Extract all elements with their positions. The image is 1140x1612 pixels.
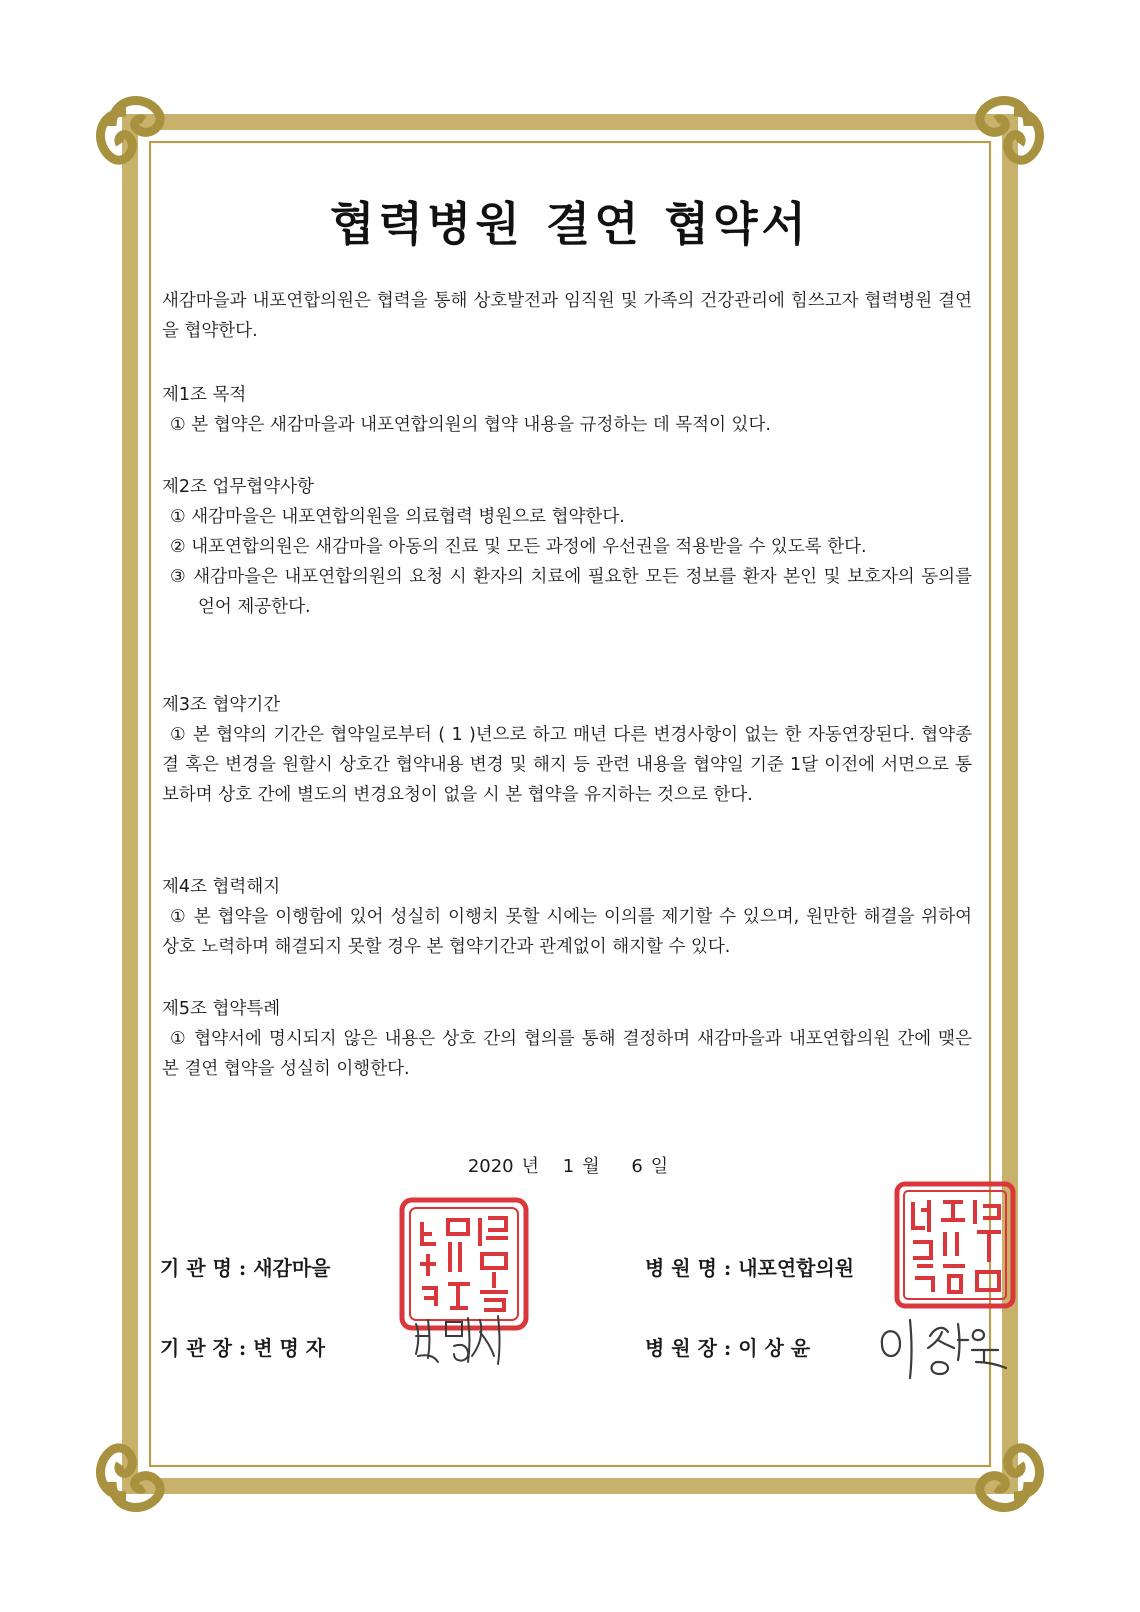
right-hospital-seal	[893, 1180, 1017, 1310]
article-3-heading: 제3조 협약기간	[162, 695, 281, 715]
article-1	[162, 380, 972, 440]
intro-text: 새감마을과 내포연합의원은 협력을 통해 상호발전과 임직원 및 가족의 건강관리에 힘쓰고자 협력병원 결연을 협약한다.	[162, 291, 972, 341]
article-3-item-1: ① 본 협약의 기간은 협약일로부터 ( 1 )년으로 하고 매년 다른 변경사항이 없는 한 자동연장된다. 협약종결 혹은 변경을 원할시 상호간 협약내용 변경 및 해지 등 관련 내용을 협약일 기준 1달 이전에 서면으로 통보하며 상호 간에 별도의 변경요청이 없을 시 본 협약을 유지하는 것으로 한다.	[162, 725, 972, 805]
article-1-heading: 제1조 목적	[162, 385, 247, 405]
date-year-unit: 년	[521, 1156, 540, 1177]
article-2	[162, 472, 972, 622]
title-word-3: 협약서	[664, 197, 810, 251]
article-5-item-1: ① 협약서에 명시되지 않은 내용은 상호 간의 협의를 통해 결정하며 새감마을과 내포연합의원 간에 맺은 본 결연 협약을 성실히 이행한다.	[162, 1029, 972, 1079]
date-year: 2020	[467, 1156, 514, 1177]
right-head-label: 병 원 장 : 이 상 윤	[645, 1336, 811, 1360]
date-month: 1	[562, 1156, 575, 1177]
article-4	[162, 872, 972, 962]
left-org-label: 기 관 명 : 새감마을	[160, 1256, 331, 1280]
date-day-unit: 일	[650, 1156, 669, 1177]
right-handwritten-signature	[872, 1310, 1012, 1382]
left-handwritten-signature	[410, 1310, 510, 1370]
date-month-unit: 월	[582, 1156, 600, 1177]
article-4-item-1: ① 본 협약을 이행함에 있어 성실히 이행치 못할 시에는 이의를 제기할 수 있으며, 원만한 해결을 위하여 상호 노력하며 해결되지 못할 경우 본 협약기간과 관계없이 해지할 수 있다.	[162, 907, 972, 957]
article-3	[162, 690, 972, 810]
date-day: 6	[631, 1156, 643, 1177]
left-head-label: 기 관 장 : 변 명 자	[160, 1336, 326, 1360]
agreement-date	[240, 1152, 896, 1178]
title-word-1: 협력병원	[330, 197, 524, 251]
article-5-heading: 제5조 협약특례	[162, 999, 281, 1019]
intro-paragraph	[162, 286, 972, 346]
document-title	[0, 188, 1140, 254]
article-2-heading: 제2조 업무협약사항	[162, 477, 314, 497]
article-2-item-3: ③ 새감마을은 내포연합의원의 요청 시 환자의 치료에 필요한 모든 정보를 환자 본인 및 보호자의 동의를 얻어 제공한다.	[170, 567, 972, 617]
article-2-item-2: ② 내포연합의원은 새감마을 아동의 진료 및 모든 과정에 우선권을 적용받을 수 있도록 한다.	[170, 537, 867, 557]
article-1-item-1: ① 본 협약은 새감마을과 내포연합의원의 협약 내용을 규정하는 데 목적이 있다.	[170, 415, 771, 435]
article-4-heading: 제4조 협력해지	[162, 877, 281, 897]
article-2-item-1: ① 새감마을은 내포연합의원을 의료협력 병원으로 협약한다.	[170, 507, 625, 527]
article-5	[162, 994, 972, 1084]
title-word-2: 결연	[545, 197, 643, 251]
right-org-label: 병 원 명 : 내포연합의원	[645, 1256, 855, 1280]
